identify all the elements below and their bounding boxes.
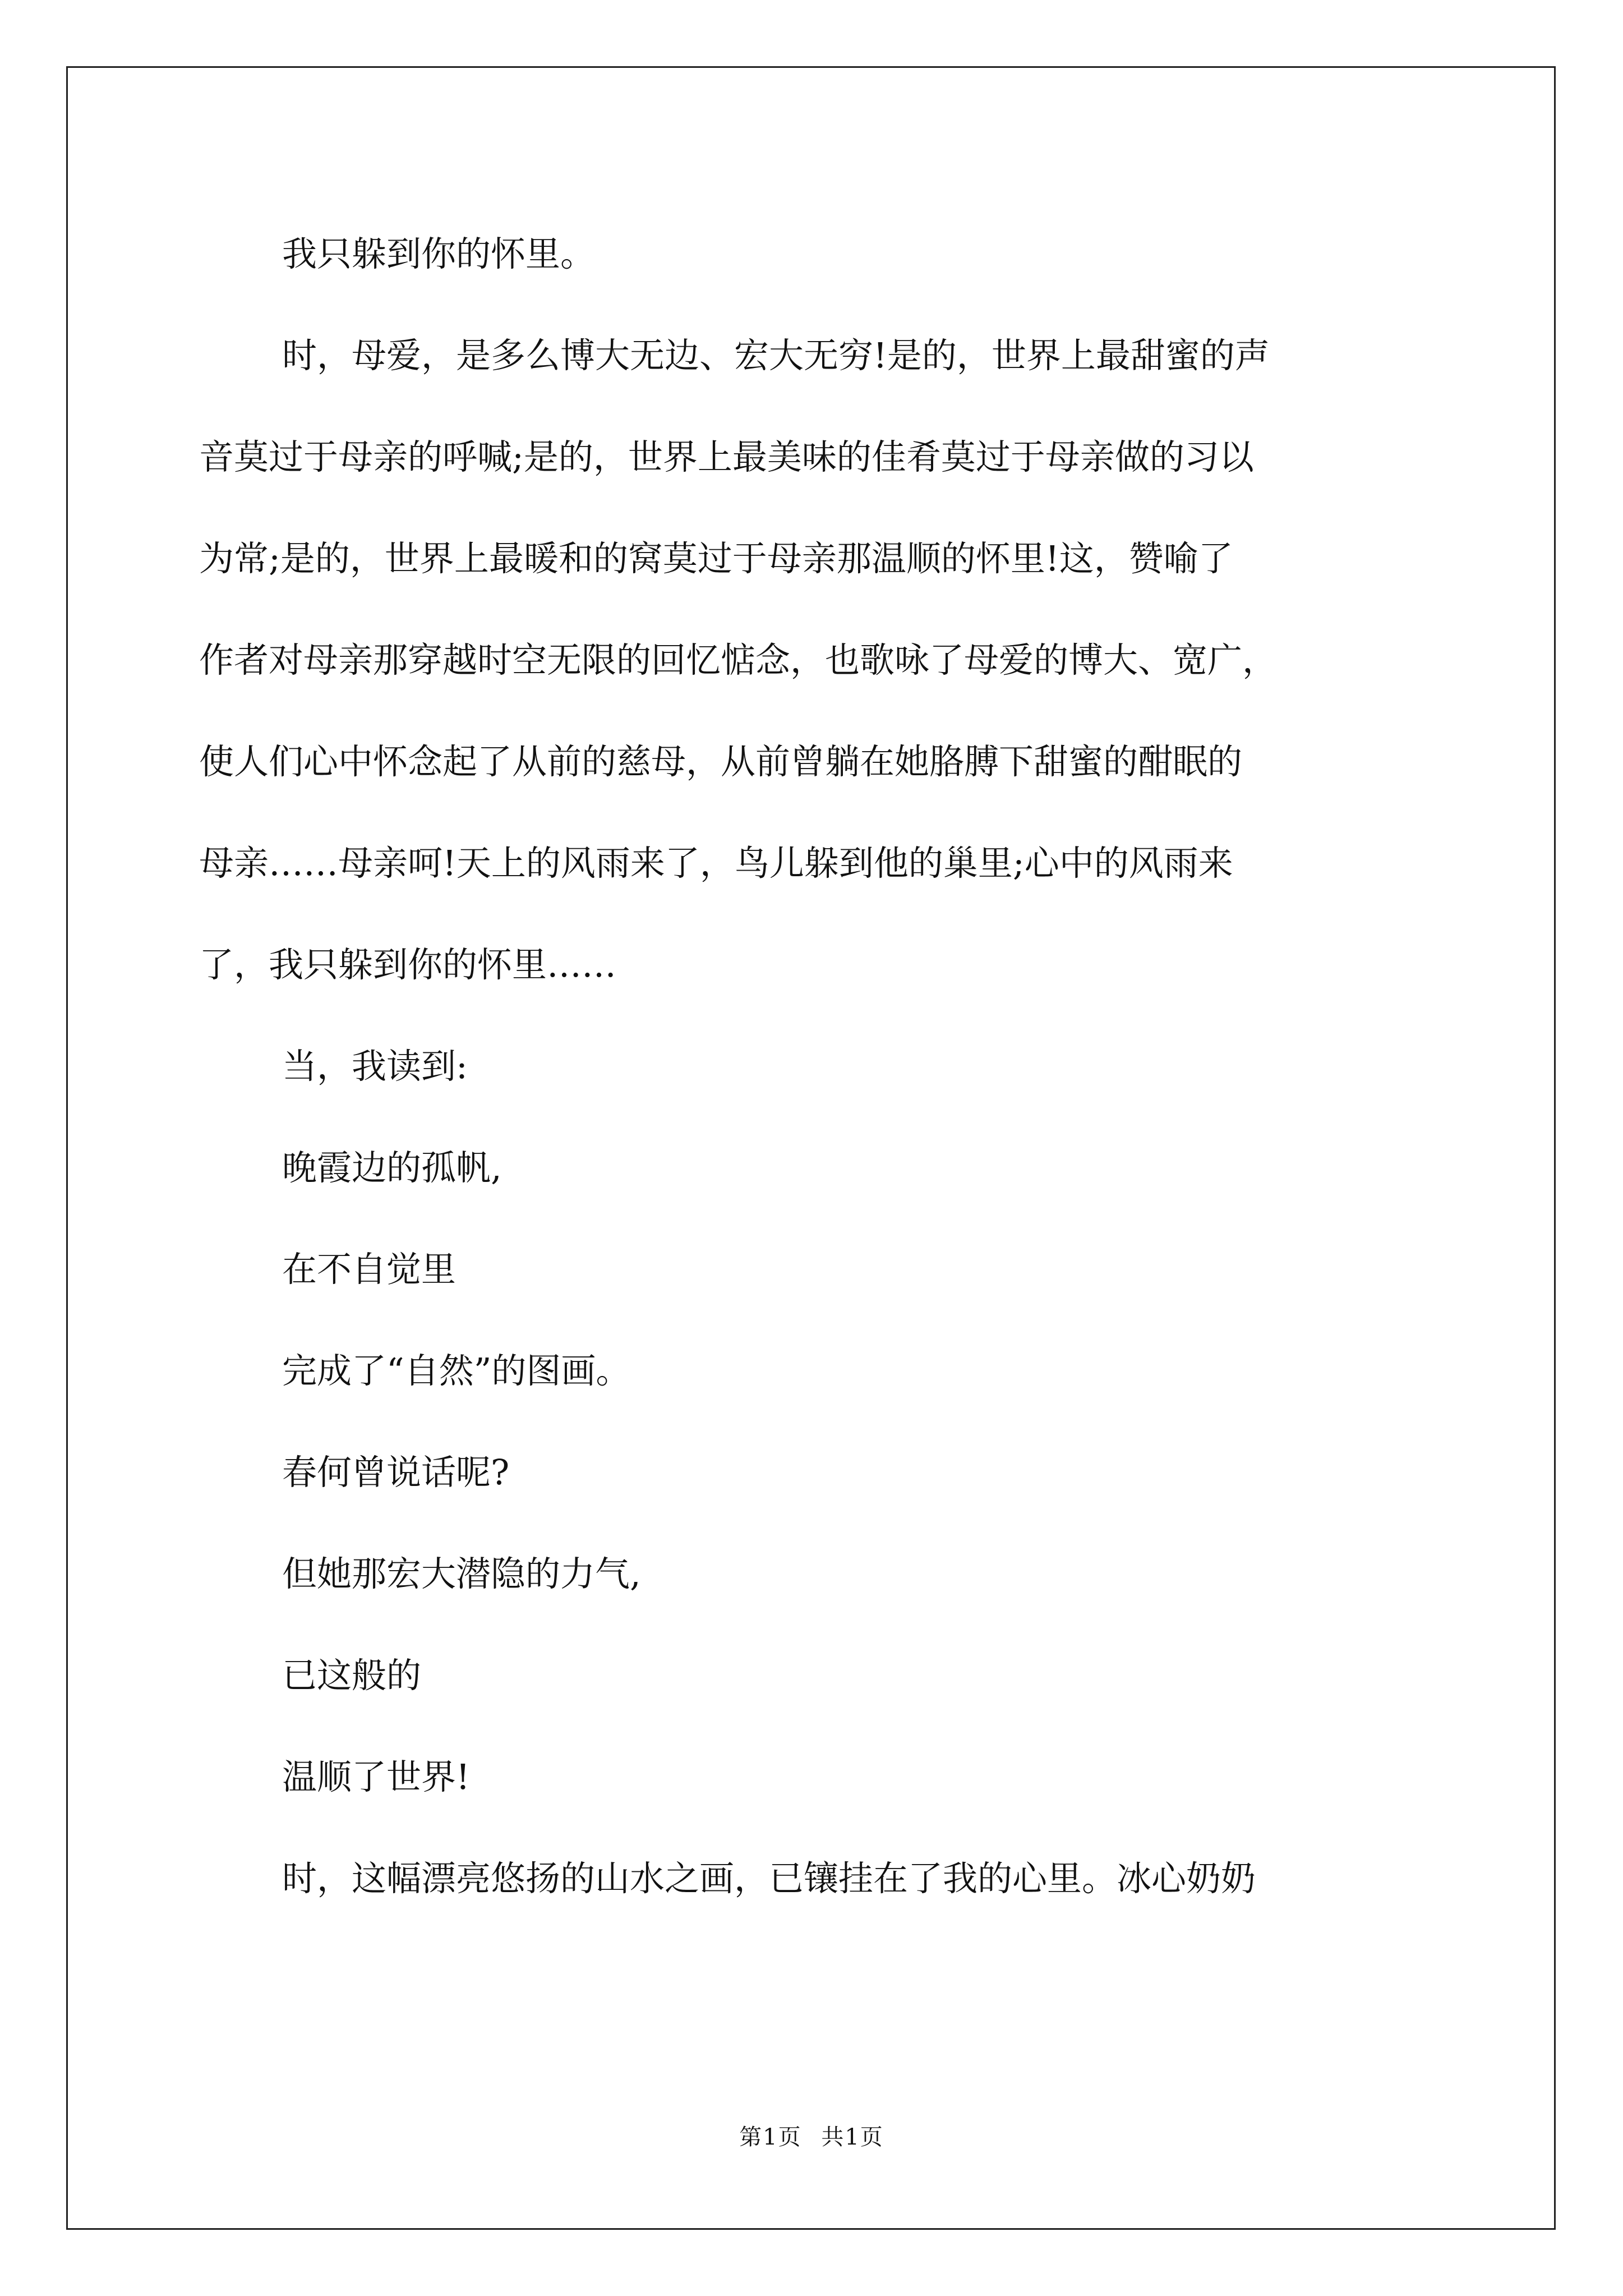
paragraph-line: 我只躲到你的怀里。 <box>282 233 596 274</box>
poem-line: 在不自觉里 <box>282 1249 457 1290</box>
page-footer <box>0 2119 1623 2151</box>
document-body <box>199 203 1461 1929</box>
poem-line: 完成了“自然”的图画。 <box>282 1350 631 1391</box>
paragraph-line: 时，母爱，是多么博大无边、宏大无穷!是的，世界上最甜蜜的声 <box>282 335 1270 376</box>
page-number: 第1页 <box>739 2124 802 2150</box>
paragraph-line: 使人们心中怀念起了从前的慈母，从前曾躺在她胳膊下甜蜜的酣眠的 <box>199 741 1243 782</box>
paragraph-line: 母亲……母亲呵!天上的风雨来了，鸟儿躲到他的巢里;心中的风雨来 <box>199 843 1233 884</box>
paragraph-line: 了，我只躲到你的怀里…… <box>199 944 617 985</box>
poem-line: 已这般的 <box>282 1655 422 1696</box>
poem-line: 春何曾说话呢? <box>282 1452 510 1493</box>
paragraph-line: 为常;是的，世界上最暖和的窝莫过于母亲那温顺的怀里!这，赞喻了 <box>199 538 1233 579</box>
paragraph-line: 音莫过于母亲的呼喊;是的，世界上最美味的佳肴莫过于母亲做的习以 <box>199 436 1254 477</box>
poem-line: 温顺了世界! <box>282 1756 470 1797</box>
paragraph-line: 时，这幅漂亮悠扬的山水之画，已镶挂在了我的心里。冰心奶奶 <box>282 1858 1256 1899</box>
page-total: 共1页 <box>821 2124 884 2150</box>
poem-line: 晚霞边的孤帆, <box>282 1147 502 1188</box>
poem-line: 但她那宏大潜隐的力气, <box>282 1553 641 1594</box>
paragraph-line: 当，我读到: <box>282 1046 468 1087</box>
paragraph-line: 作者对母亲那穿越时空无限的回忆惦念，也歌咏了母爱的博大、宽广， <box>199 639 1278 680</box>
